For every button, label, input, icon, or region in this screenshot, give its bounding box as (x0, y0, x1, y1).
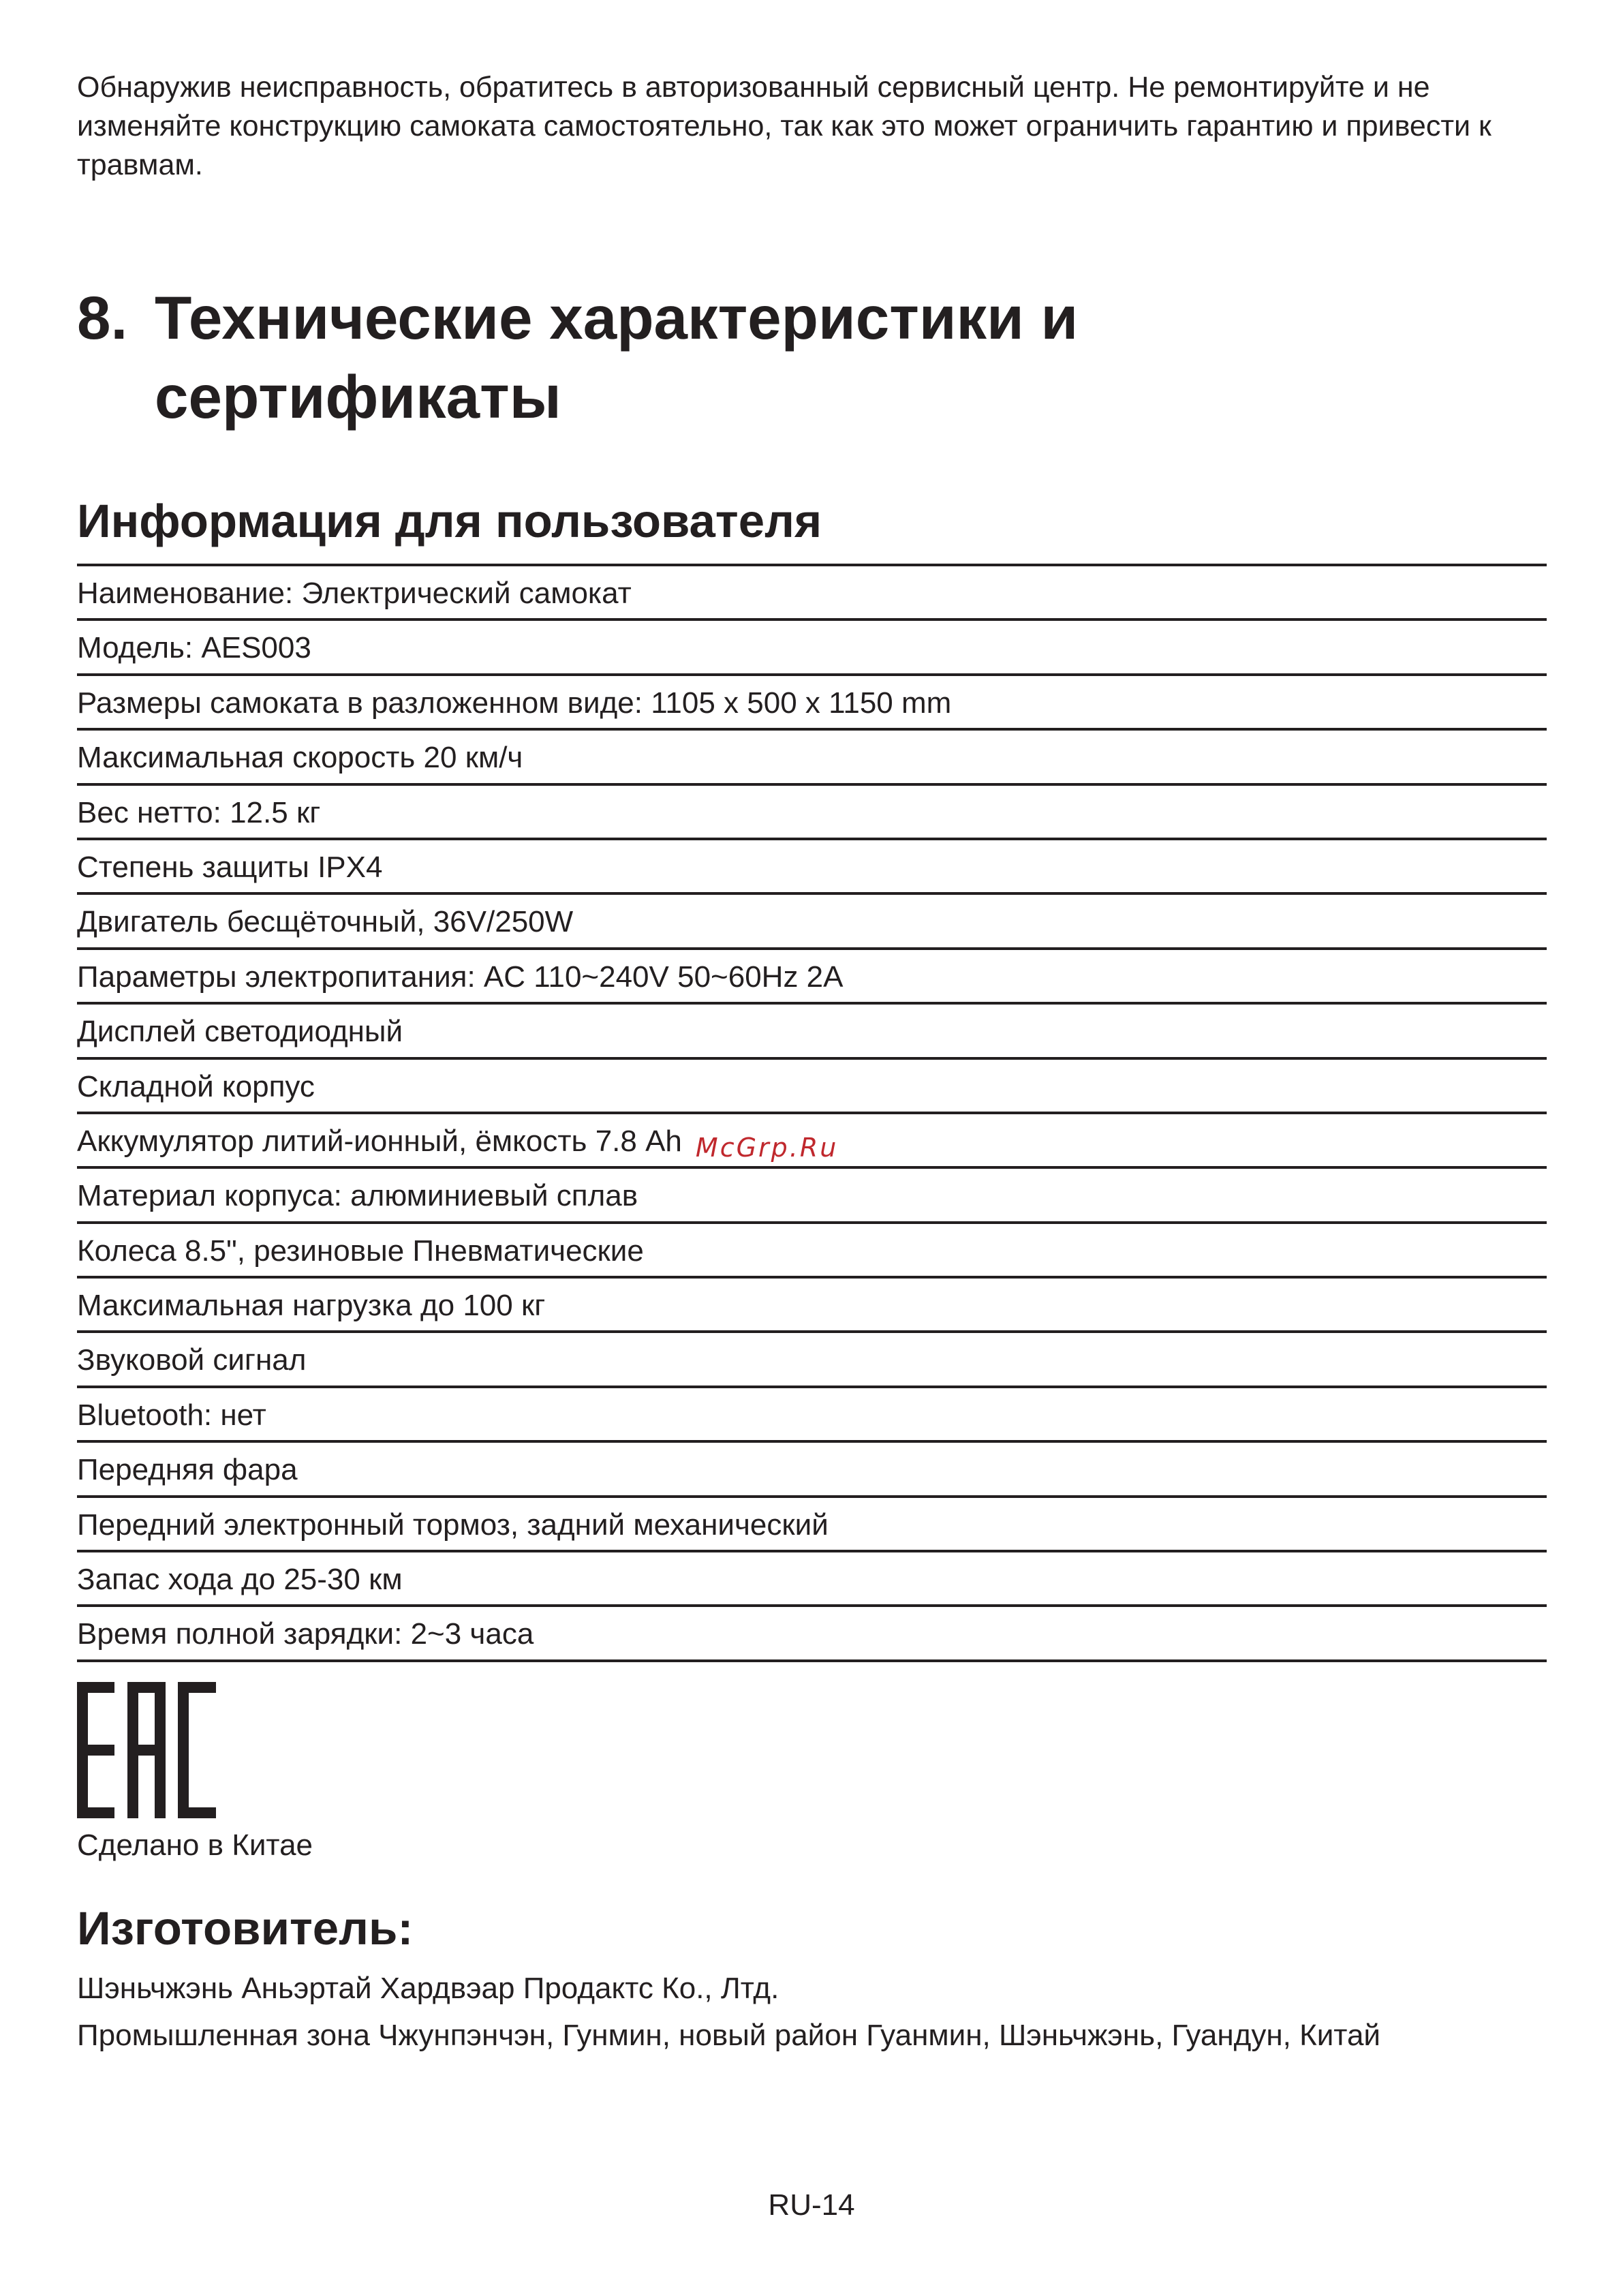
spec-text: Модель: AES003 (77, 631, 311, 665)
spec-text: Колеса 8.5", резиновые Пневматические (77, 1234, 644, 1268)
spec-text: Передняя фара (77, 1453, 298, 1487)
spec-row-dimensions (77, 676, 1547, 731)
spec-text: Параметры электропитания: AC 110~240V 50~60Hz 2A (77, 960, 844, 994)
spec-text: Запас хода до 25-30 км (77, 1563, 403, 1597)
spec-row-material (77, 1169, 1547, 1223)
manufacturer-heading: Изготовитель: (77, 1902, 414, 1955)
section-number: 8. (77, 284, 128, 352)
spec-text: Звуковой сигнал (77, 1343, 307, 1377)
section-title-text: Технические характеристики и сертификаты (155, 284, 1079, 431)
watermark: McGrp.Ru (695, 1132, 839, 1163)
intro-paragraph: Обнаружив неисправность, обратитесь в авторизованный сервисный центр. Не ремонтируйте и не изменяйте конструкцию самоката самостоятельно, так как это может ограничить гарантию и привести к травмам. (77, 71, 1491, 181)
spec-row-battery (77, 1114, 1547, 1169)
spec-row-horn (77, 1333, 1547, 1388)
spec-text: Степень защиты IPX4 (77, 850, 383, 884)
spec-row-weight (77, 786, 1547, 840)
spec-row-bluetooth (77, 1388, 1547, 1443)
spec-text: Размеры самоката в разложенном виде: 1105 x 500 x 1150 mm (77, 686, 952, 720)
spec-text: Наименование: Электрический самокат (77, 577, 632, 610)
spec-row-power (77, 950, 1547, 1005)
spec-row-headlight (77, 1443, 1547, 1497)
manufacturer-name: Шэньчжэнь Аньэртай Хардвэар Продактс Ко., Лтд. (77, 1972, 779, 2005)
eac-certification-logo (77, 1682, 216, 1818)
spec-text: Передний электронный тормоз, задний механический (77, 1507, 829, 1542)
spec-row-model (77, 621, 1547, 675)
spec-text: Вес нетто: 12.5 кг (77, 795, 321, 829)
spec-row-wheels (77, 1224, 1547, 1279)
spec-row-display (77, 1005, 1547, 1059)
spec-row-max-speed (77, 731, 1547, 785)
spec-text: Максимальная нагрузка до 100 кг (77, 1289, 546, 1323)
made-in-text: Сделано в Китае (77, 1828, 313, 1862)
spec-table (77, 564, 1547, 1662)
spec-row-protection (77, 840, 1547, 895)
spec-text: Двигатель бесщёточный, 36V/250W (77, 905, 574, 939)
spec-text: Дисплей светодиодный (77, 1015, 403, 1049)
spec-text: Складной корпус (77, 1069, 315, 1103)
spec-text: Аккумулятор литий-ионный, ёмкость 7.8 Ah (77, 1124, 682, 1158)
spec-text: Материал корпуса: алюминиевый сплав (77, 1179, 638, 1213)
user-info-heading: Информация для пользователя (77, 495, 822, 547)
spec-row-max-load (77, 1279, 1547, 1333)
spec-row-foldable (77, 1060, 1547, 1114)
section-title (77, 278, 1440, 436)
spec-text: Bluetooth: нет (77, 1398, 266, 1432)
spec-text: Максимальная скорость 20 км/ч (77, 741, 523, 775)
spec-row-charge-time (77, 1607, 1547, 1662)
spec-row-brakes (77, 1498, 1547, 1552)
page-number: RU-14 (768, 2188, 855, 2222)
manufacturer-address: Промышленная зона Чжунпэнчэн, Гунмин, новый район Гуанмин, Шэньчжэнь, Гуандун, Китай (77, 2019, 1381, 2052)
spec-row-name (77, 566, 1547, 621)
spec-row-range (77, 1552, 1547, 1607)
spec-text: Время полной зарядки: 2~3 часа (77, 1617, 534, 1651)
spec-row-motor (77, 895, 1547, 949)
